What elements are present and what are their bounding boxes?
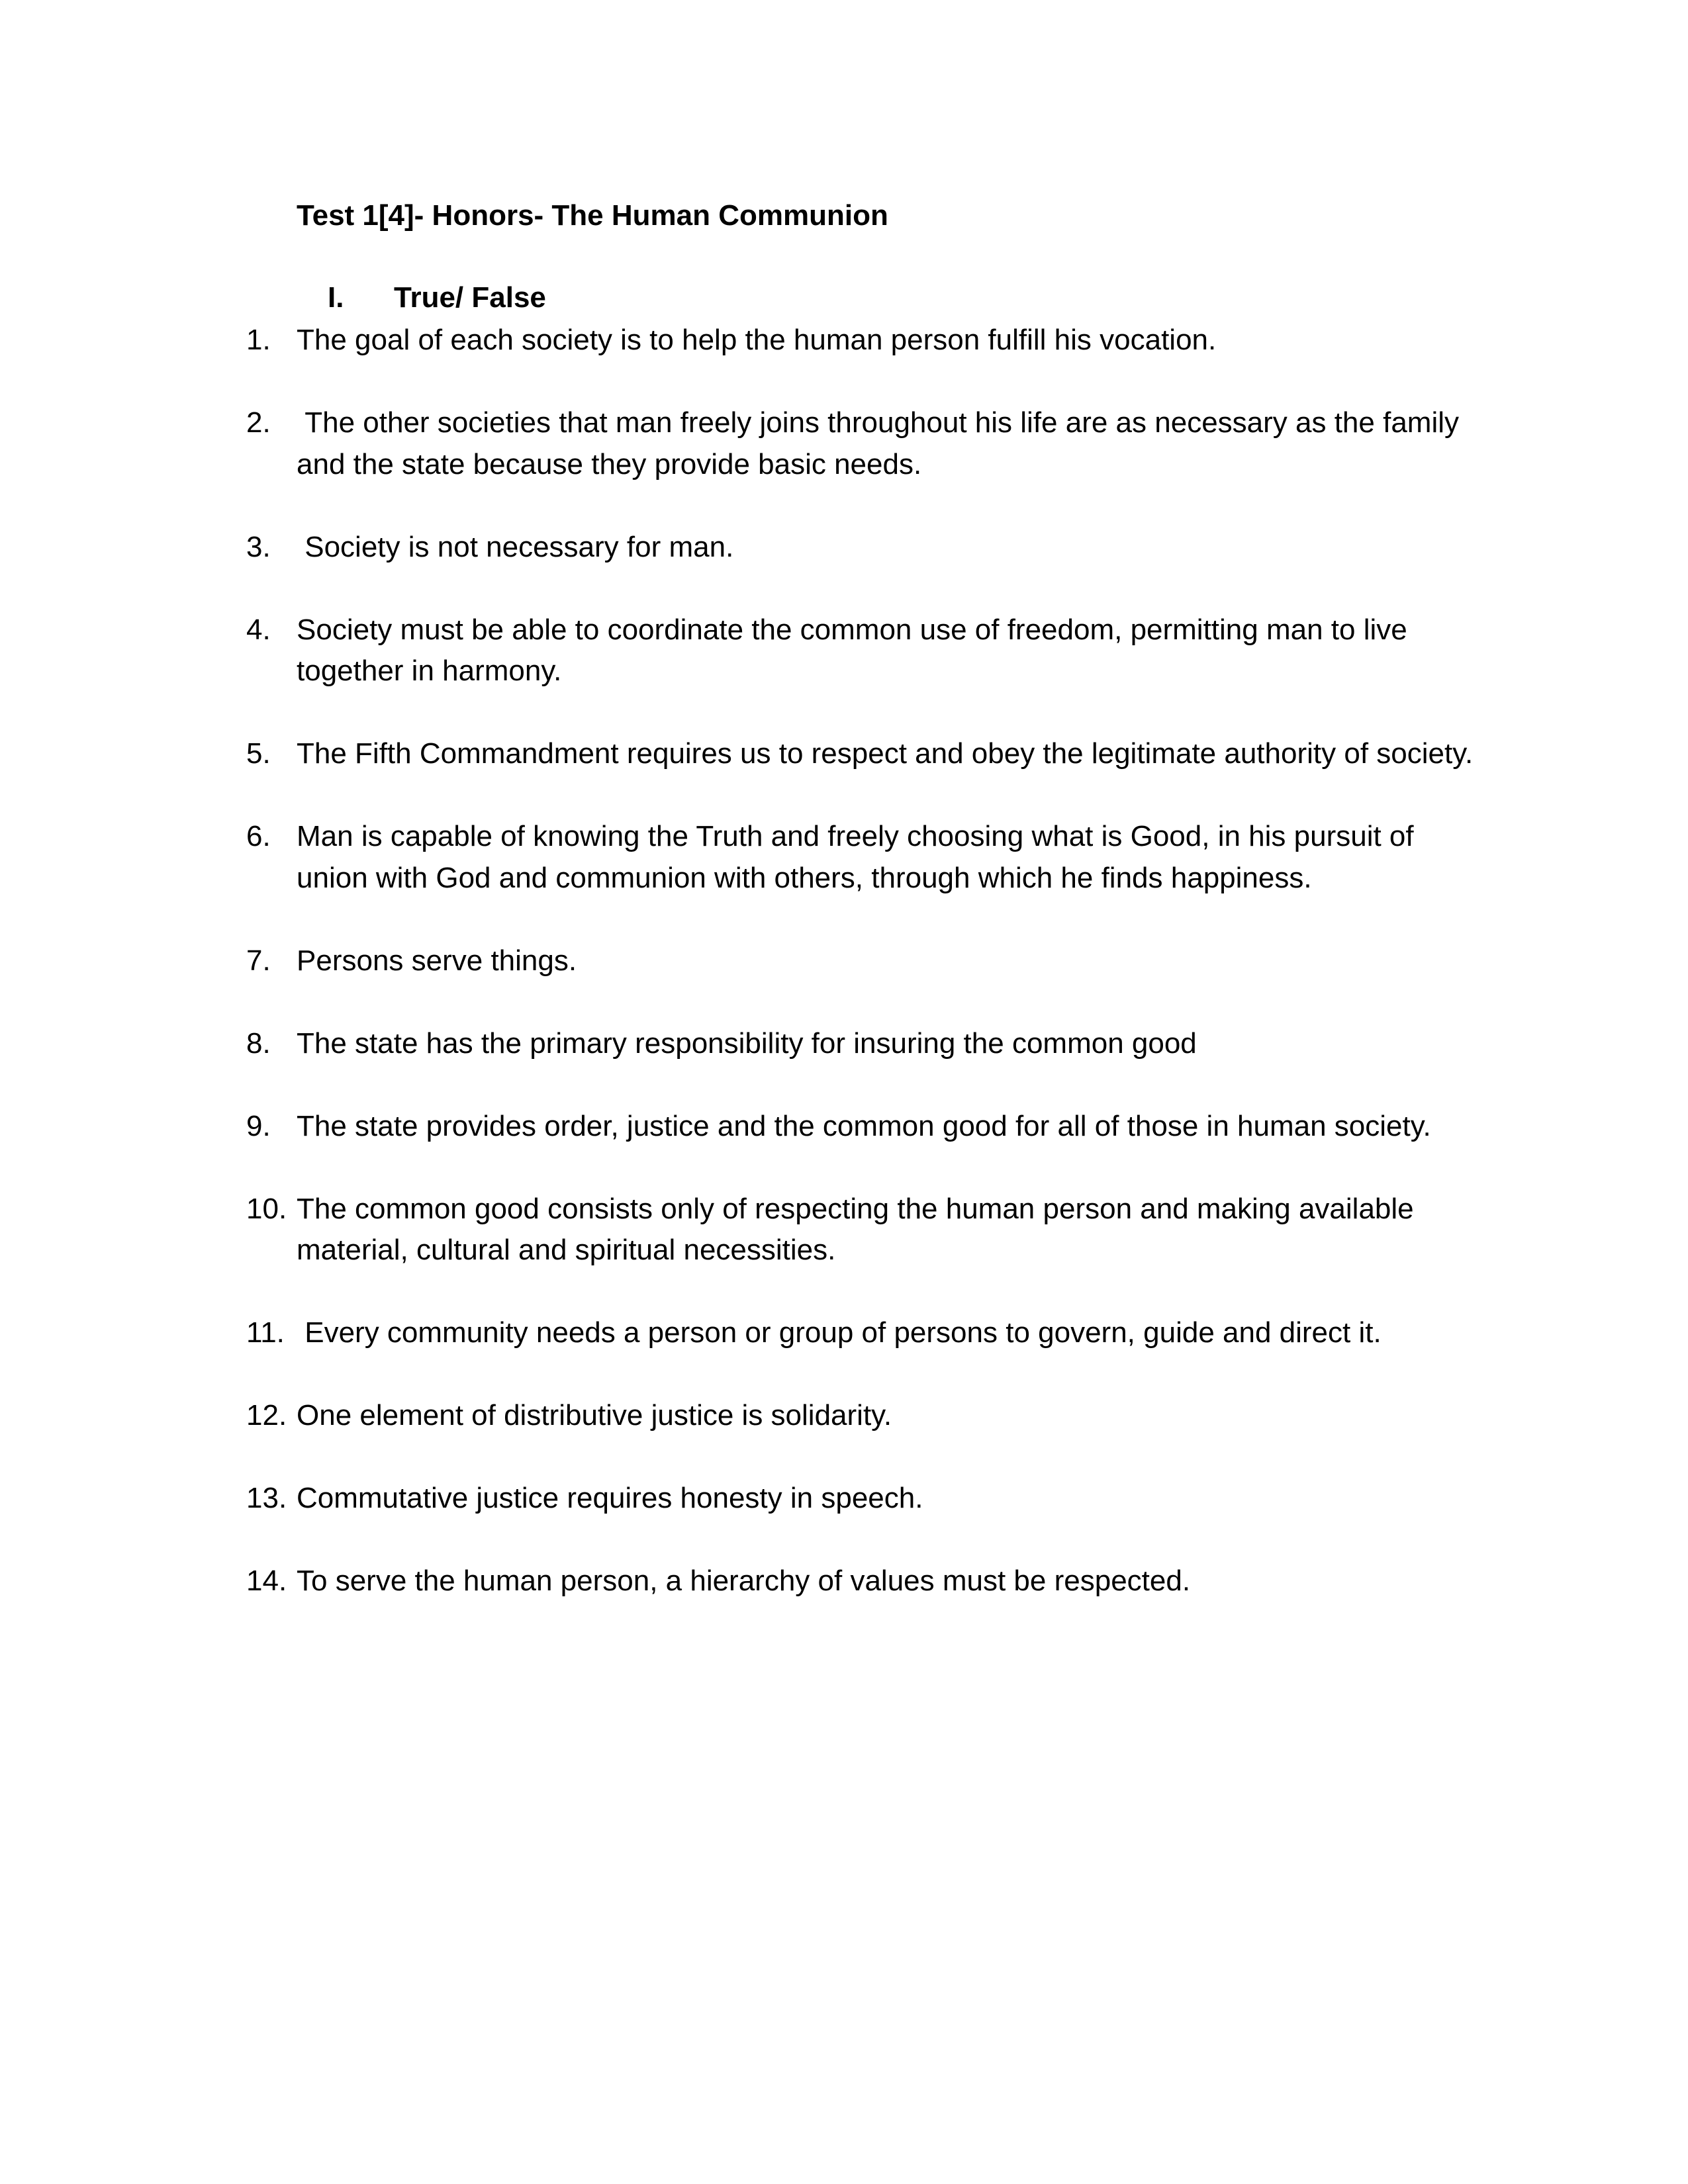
- question-text: One element of distributive justice is solidarity.: [297, 1399, 892, 1432]
- question-text: The common good consists only of respecting the human person and making available material, cultural and spiritual necessities.: [297, 1192, 1422, 1266]
- question-text: Man is capable of knowing the Truth and freely choosing what is Good, in his pursuit of union with God and communion with others, through which he finds happiness.: [297, 820, 1422, 894]
- question-item: [246, 940, 1491, 982]
- question-text: The state has the primary responsibility for insuring the common good: [297, 1026, 1197, 1060]
- question-number: 5.: [246, 737, 271, 770]
- question-text: Society is not necessary for man.: [297, 530, 734, 563]
- question-number: 13.: [246, 1482, 287, 1514]
- question-item: [246, 1189, 1491, 1271]
- question-number: 9.: [246, 1109, 271, 1142]
- question-text: Persons serve things.: [297, 944, 577, 977]
- question-item: [246, 1312, 1491, 1354]
- question-number: 2.: [246, 406, 271, 439]
- question-item: [246, 610, 1491, 692]
- document-title: Test 1[4]- Honors- The Human Communion: [297, 199, 888, 232]
- question-item: [246, 1561, 1491, 1602]
- question-number: 11.: [246, 1316, 285, 1349]
- question-item: [246, 816, 1491, 899]
- question-number: 10.: [246, 1192, 287, 1225]
- question-list: [246, 320, 1491, 1643]
- section-numeral: I.: [328, 281, 344, 314]
- question-text: The goal of each society is to help the human person fulfill his vocation.: [297, 324, 1217, 356]
- question-text: The state provides order, justice and the common good for all of those in human society.: [297, 1109, 1431, 1142]
- question-text: To serve the human person, a hierarchy of values must be respected.: [297, 1565, 1191, 1597]
- question-text: Every community needs a person or group of persons to govern, guide and direct it.: [297, 1316, 1382, 1349]
- question-item: [246, 733, 1491, 775]
- question-item: [246, 1478, 1491, 1520]
- section-heading: [328, 279, 546, 316]
- question-item: [246, 402, 1491, 485]
- question-text: The Fifth Commandment requires us to respect and obey the legitimate authority of society.: [297, 737, 1474, 770]
- question-text: Commutative justice requires honesty in speech.: [297, 1482, 923, 1514]
- question-number: 8.: [246, 1026, 271, 1060]
- question-item: [246, 1395, 1491, 1437]
- question-number: 3.: [246, 530, 271, 563]
- question-number: 1.: [246, 324, 271, 356]
- question-text: Society must be able to coordinate the common use of freedom, permitting man to live together in harmony.: [297, 613, 1415, 687]
- question-number: 7.: [246, 944, 271, 977]
- question-item: [246, 1023, 1491, 1065]
- question-number: 12.: [246, 1399, 287, 1432]
- question-item: [246, 320, 1491, 361]
- question-text: The other societies that man freely joins throughout his life are as necessary as the family and the state because they provide basic needs.: [297, 406, 1468, 480]
- question-number: 4.: [246, 613, 271, 646]
- question-number: 14.: [246, 1565, 287, 1597]
- section-title: True/ False: [394, 281, 546, 314]
- question-number: 6.: [246, 820, 271, 852]
- question-item: [246, 1106, 1491, 1148]
- question-item: [246, 527, 1491, 569]
